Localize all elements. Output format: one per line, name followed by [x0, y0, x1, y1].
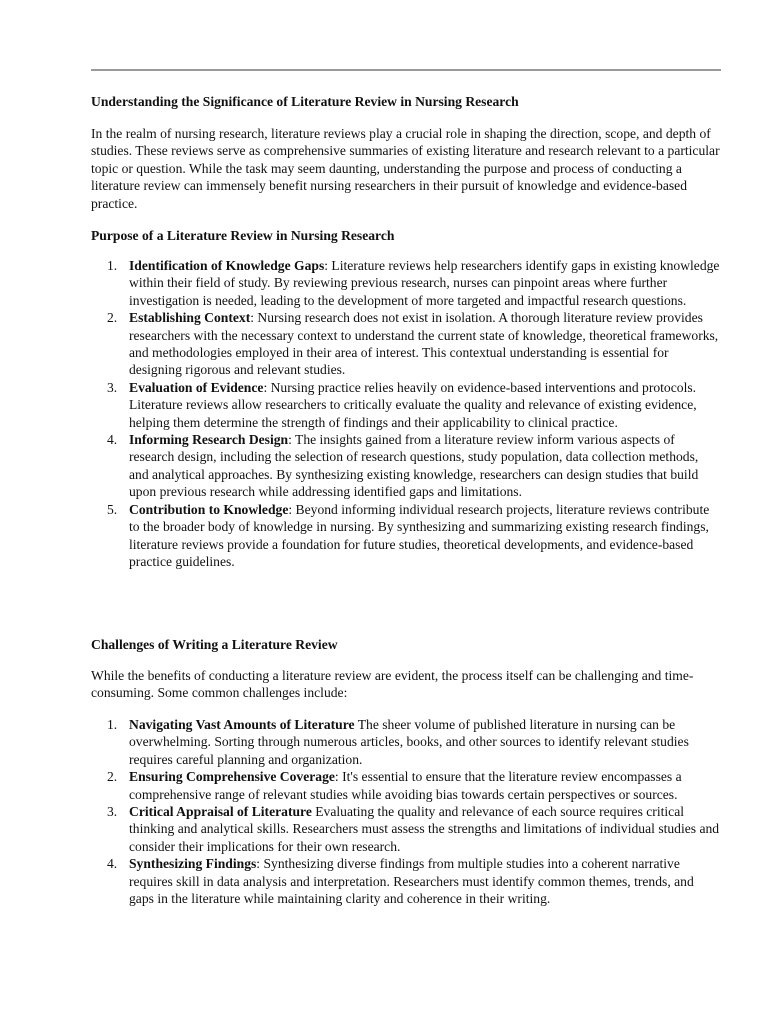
challenges-intro-paragraph: While the benefits of conducting a literature review are evident, the process itself can be challenging and time-consuming. Some common challenges include: — [91, 668, 694, 701]
list-item — [91, 803, 721, 855]
item-text: Evaluating the quality and relevance of each source requires critical thinking and analytical skills. Researchers must assess the strengths and limitations of individual studies and consider their implications for their own research. — [129, 804, 720, 854]
item-number: 4. — [107, 432, 118, 448]
list-item — [91, 431, 721, 501]
item-term: Navigating Vast Amounts of Literature — [129, 717, 355, 732]
item-term: Critical Appraisal of Literature — [129, 804, 312, 820]
item-term: Identification of Knowledge Gaps — [129, 258, 325, 273]
list-item — [91, 309, 721, 379]
purpose-list — [91, 257, 721, 570]
challenges-list — [91, 716, 721, 907]
list-item — [91, 257, 721, 309]
item-number: 3. — [107, 379, 118, 395]
item-term: Establishing Context — [129, 310, 251, 326]
item-text: : The insights gained from a literature review inform various aspects of research design, including the selection of research questions, study population, data collection methods, and analytical approaches. By synthesizing existing knowledge, researchers can design studies that build upon previous research while addressing identified gaps and limitations. — [129, 432, 699, 500]
item-term: Synthesizing Findings — [129, 856, 257, 872]
item-term: Informing Research Design — [129, 432, 289, 448]
item-number: 1. — [107, 258, 118, 273]
top-divider — [91, 69, 721, 71]
item-number: 2. — [107, 769, 118, 785]
item-text: : Synthesizing diverse findings from multiple studies into a coherent narrative requires skill in data analysis and interpretation. Researchers must identify common themes, trends, and gaps in the literature while maintaining clarity and coherence in their writing. — [129, 856, 694, 907]
intro-paragraph: In the realm of nursing research, literature reviews play a crucial role in shaping the direction, scope, and depth of studies. These reviews serve as comprehensive summaries of existing literature and research relevant to a particular topic or question. While the task may seem daunting, understanding the purpose and process of conducting a literature review can immensely benefit nursing researchers in their pursuit of knowledge and evidence-based practice. — [91, 126, 720, 211]
list-item — [91, 716, 721, 768]
item-text: The sheer volume of published literature in nursing can be overwhelming. Sorting through numerous articles, books, and other sources to identify relevant studies requires careful planning and organization. — [129, 717, 689, 767]
item-term: Ensuring Comprehensive Coverage — [129, 769, 335, 785]
purpose-heading: Purpose of a Literature Review in Nursing Research — [91, 228, 395, 243]
list-item — [91, 855, 721, 907]
item-number: 1. — [107, 717, 118, 732]
item-number: 4. — [107, 856, 118, 872]
document-title: Understanding the Significance of Literature Review in Nursing Research — [91, 94, 519, 109]
item-term: Contribution to Knowledge — [129, 501, 289, 517]
item-number: 3. — [107, 804, 118, 820]
item-text: : Nursing practice relies heavily on evidence-based interventions and protocols. Literature reviews allow researchers to critically evaluate the quality and relevance of existing evidence, helping them determine the strength of findings and their applicability to clinical practice. — [129, 379, 697, 430]
item-text: : Beyond informing individual research projects, literature reviews contribute to the broader body of knowledge in nursing. By synthesizing and summarizing existing research findings, literature reviews provide a foundation for future studies, theoretical developments, and evidence-based practice guidelines. — [129, 501, 710, 569]
item-term: Evaluation of Evidence — [129, 379, 264, 395]
list-item — [91, 768, 721, 803]
list-item — [91, 379, 721, 431]
item-number: 2. — [107, 310, 118, 326]
list-item — [91, 501, 721, 571]
item-text: : Nursing research does not exist in isolation. A thorough literature review provides researchers with the necessary context to understand the current state of knowledge, theoretical frameworks, and methodologies employed in their area of interest. This contextual understanding is essential for designing rigorous and relevant studies. — [129, 310, 719, 378]
challenges-heading: Challenges of Writing a Literature Review — [91, 637, 338, 652]
item-text: : Literature reviews help researchers identify gaps in existing knowledge within their field of study. By reviewing previous research, nurses can pinpoint areas where further investigation is needed, leading to the development of more targeted and impactful research questions. — [129, 258, 720, 308]
item-number: 5. — [107, 501, 118, 517]
item-text: : It's essential to ensure that the literature review encompasses a comprehensive range of relevant studies while avoiding bias towards certain perspectives or sources. — [129, 769, 682, 802]
